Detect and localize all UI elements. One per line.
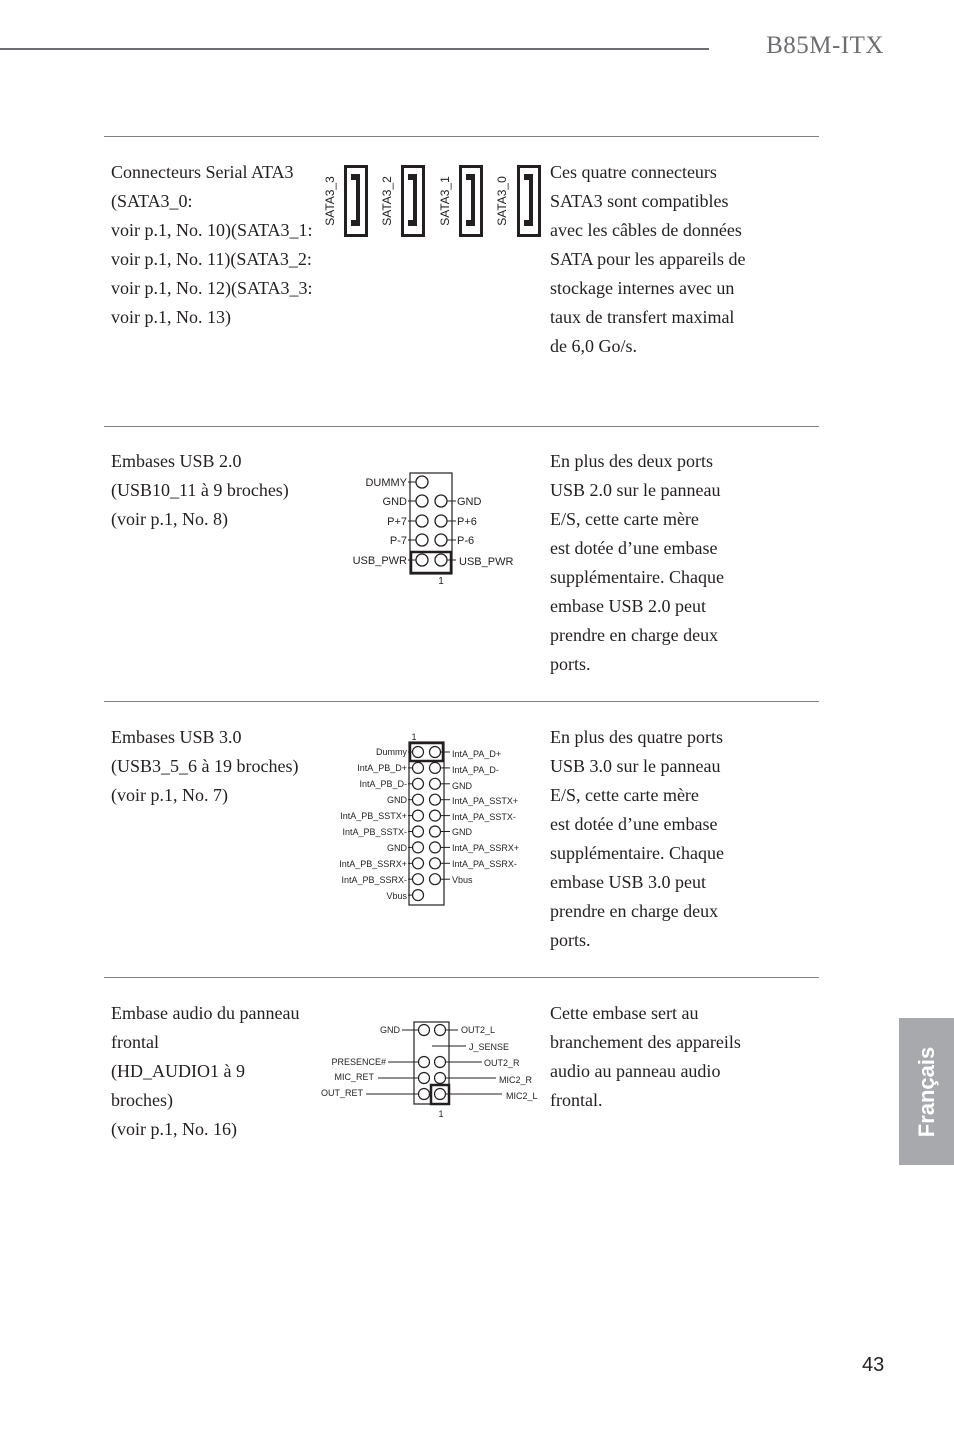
audio-description	[111, 999, 321, 1144]
text-line: Embase audio du panneau	[111, 1003, 300, 1023]
pin-circle	[430, 874, 441, 885]
text-line: embase USB 2.0 peut	[550, 596, 706, 616]
language-tab-label: Français	[913, 1046, 939, 1137]
text-line: E/S, cette carte mère	[550, 785, 699, 805]
sata-description	[111, 158, 321, 332]
text-line: supplémentaire. Chaque	[550, 843, 724, 863]
pin-label: GND	[457, 496, 482, 508]
page-number: 43	[862, 1354, 885, 1376]
pin-label: OUT_RET	[320, 1088, 363, 1098]
sata-label: SATA3_3	[323, 176, 337, 226]
model-name: B85M-ITX	[766, 32, 884, 59]
pin-label: OUT2_L	[461, 1025, 496, 1035]
text-line: ports.	[550, 930, 591, 950]
section-divider	[104, 701, 819, 702]
text-line: SATA3 sont compatibles	[550, 191, 729, 211]
pin-label: P-6	[457, 535, 475, 547]
pin-circle	[430, 858, 441, 869]
pin-circle	[413, 747, 424, 758]
text-line: Embases USB 2.0	[111, 451, 242, 471]
sata-label: SATA3_2	[380, 176, 394, 226]
pin1-marker: 1	[438, 1109, 444, 1119]
text-line: voir p.1, No. 12)(SATA3_3:	[111, 278, 313, 298]
text-line: prendre en charge deux	[550, 625, 719, 645]
pin-label: Dummy	[376, 747, 407, 757]
pin-label: PRESENCE#	[331, 1057, 386, 1067]
pin-circle	[430, 794, 441, 805]
usb2-header-diagram	[340, 468, 530, 588]
text-line: Ces quatre connecteurs	[550, 162, 717, 182]
text-line: avec les câbles de données	[550, 220, 742, 240]
text-line: est dotée d’une embase	[550, 538, 718, 558]
pin-label: IntA_PA_D+	[452, 749, 502, 759]
pin-label: Vbus	[386, 891, 407, 901]
pin-circle	[413, 842, 424, 853]
text-line: USB 3.0 sur le panneau	[550, 756, 721, 776]
pin-label: Vbus	[452, 875, 473, 885]
pin-circle	[430, 842, 441, 853]
sata3-1-connector	[438, 165, 483, 237]
pin-label: USB_PWR	[352, 555, 407, 567]
section-divider	[104, 426, 819, 427]
pin-label: IntA_PA_SSTX-	[452, 812, 516, 822]
pin-label: USB_PWR	[459, 556, 514, 568]
pin-label: IntA_PB_SSTX+	[340, 811, 407, 821]
pin-label: IntA_PB_SSTX-	[342, 827, 407, 837]
pin-label: P-7	[389, 535, 407, 547]
text-line: ports.	[550, 654, 591, 674]
pin-circle	[430, 762, 441, 773]
text-line: SATA pour les appareils de	[550, 249, 746, 269]
text-line: de 6,0 Go/s.	[550, 336, 637, 356]
usb2-description	[111, 447, 321, 534]
text-line: voir p.1, No. 10)(SATA3_1:	[111, 220, 313, 240]
text-line: (USB3_5_6 à 19 broches)	[111, 756, 299, 776]
pin-label: GND	[387, 795, 407, 805]
pin-circle	[430, 747, 441, 758]
text-line: En plus des quatre ports	[550, 727, 723, 747]
pin-label: MIC2_L	[506, 1091, 538, 1101]
usb3-explanation	[550, 723, 780, 955]
text-line: En plus des deux ports	[550, 451, 713, 471]
section-divider	[104, 136, 819, 137]
pin-label: IntA_PA_D-	[452, 765, 499, 775]
text-line: USB 2.0 sur le panneau	[550, 480, 721, 500]
text-line: Cette embase sert au	[550, 1003, 699, 1023]
pin1-marker: 1	[438, 576, 444, 587]
text-line: (voir p.1, No. 16)	[111, 1119, 237, 1139]
audio-explanation	[550, 999, 780, 1115]
hd-audio-header-diagram	[316, 1018, 546, 1122]
pin-circle	[413, 874, 424, 885]
pin-circle	[413, 826, 424, 837]
pin-label: GND	[452, 781, 472, 791]
pin-label: GND	[382, 496, 407, 508]
text-line: (voir p.1, No. 7)	[111, 785, 228, 805]
text-line: (voir p.1, No. 8)	[111, 509, 228, 529]
sata3-3-connector	[323, 165, 368, 237]
sata3-2-connector	[380, 165, 425, 237]
pin-circle	[413, 762, 424, 773]
text-line: voir p.1, No. 11)(SATA3_2:	[111, 249, 312, 269]
pin-label: IntA_PB_D+	[357, 763, 407, 773]
sata-label: SATA3_1	[438, 176, 452, 226]
language-tab	[899, 1018, 954, 1165]
pin-label: IntA_PB_SSRX-	[341, 875, 407, 885]
pin-label: MIC2_R	[499, 1075, 533, 1085]
pin-label: IntA_PB_SSRX+	[339, 859, 407, 869]
text-line: E/S, cette carte mère	[550, 509, 699, 529]
pin1-marker: 1	[411, 732, 417, 742]
pin-circle	[413, 890, 424, 901]
section-divider	[104, 977, 819, 978]
text-line: Connecteurs Serial ATA3	[111, 162, 294, 182]
pin-label: IntA_PB_D-	[359, 779, 407, 789]
pin-label: IntA_PA_SSRX+	[452, 843, 520, 853]
pin-label: J_SENSE	[469, 1042, 510, 1052]
header-rule	[0, 48, 709, 50]
sata-label: SATA3_0	[495, 176, 509, 226]
pin-circle	[430, 778, 441, 789]
text-line: prendre en charge deux	[550, 901, 719, 921]
pin-circle	[413, 810, 424, 821]
text-line: (SATA3_0:	[111, 191, 193, 211]
text-line: stockage internes avec un	[550, 278, 735, 298]
pin-label: OUT2_R	[484, 1058, 520, 1068]
text-line: audio au panneau audio	[550, 1061, 721, 1081]
usb3-description	[111, 723, 321, 810]
pin-circle	[430, 826, 441, 837]
pin-label: IntA_PA_SSTX+	[452, 796, 519, 806]
pin-label: P+7	[387, 516, 407, 528]
pin-label: DUMMY	[365, 477, 407, 489]
sata3-0-connector	[495, 165, 541, 237]
text-line: Embases USB 3.0	[111, 727, 242, 747]
pin-circle	[413, 778, 424, 789]
pin-label: MIC_RET	[334, 1072, 374, 1082]
text-line: frontal	[111, 1032, 159, 1052]
sata-explanation	[550, 158, 780, 361]
usb2-explanation	[550, 447, 780, 679]
pin-label: GND	[452, 827, 472, 837]
pin-label: GND	[380, 1025, 400, 1035]
text-line: frontal.	[550, 1090, 603, 1110]
text-line: taux de transfert maximal	[550, 307, 735, 327]
text-line: embase USB 3.0 peut	[550, 872, 706, 892]
pin-label: IntA_PA_SSRX-	[452, 859, 517, 869]
text-line: branchement des appareils	[550, 1032, 741, 1052]
text-line: supplémentaire. Chaque	[550, 567, 724, 587]
text-line: est dotée d’une embase	[550, 814, 718, 834]
pin-circle	[430, 810, 441, 821]
sata-connectors-diagram	[318, 160, 548, 242]
pin-circle	[413, 858, 424, 869]
usb3-header-diagram	[326, 728, 536, 908]
text-line: (HD_AUDIO1 à 9	[111, 1061, 245, 1081]
pin-circle	[413, 794, 424, 805]
text-line: (USB10_11 à 9 broches)	[111, 480, 289, 500]
text-line: voir p.1, No. 13)	[111, 307, 231, 327]
text-line: broches)	[111, 1090, 173, 1110]
pin-label: P+6	[457, 516, 477, 528]
pin-label: GND	[387, 843, 407, 853]
